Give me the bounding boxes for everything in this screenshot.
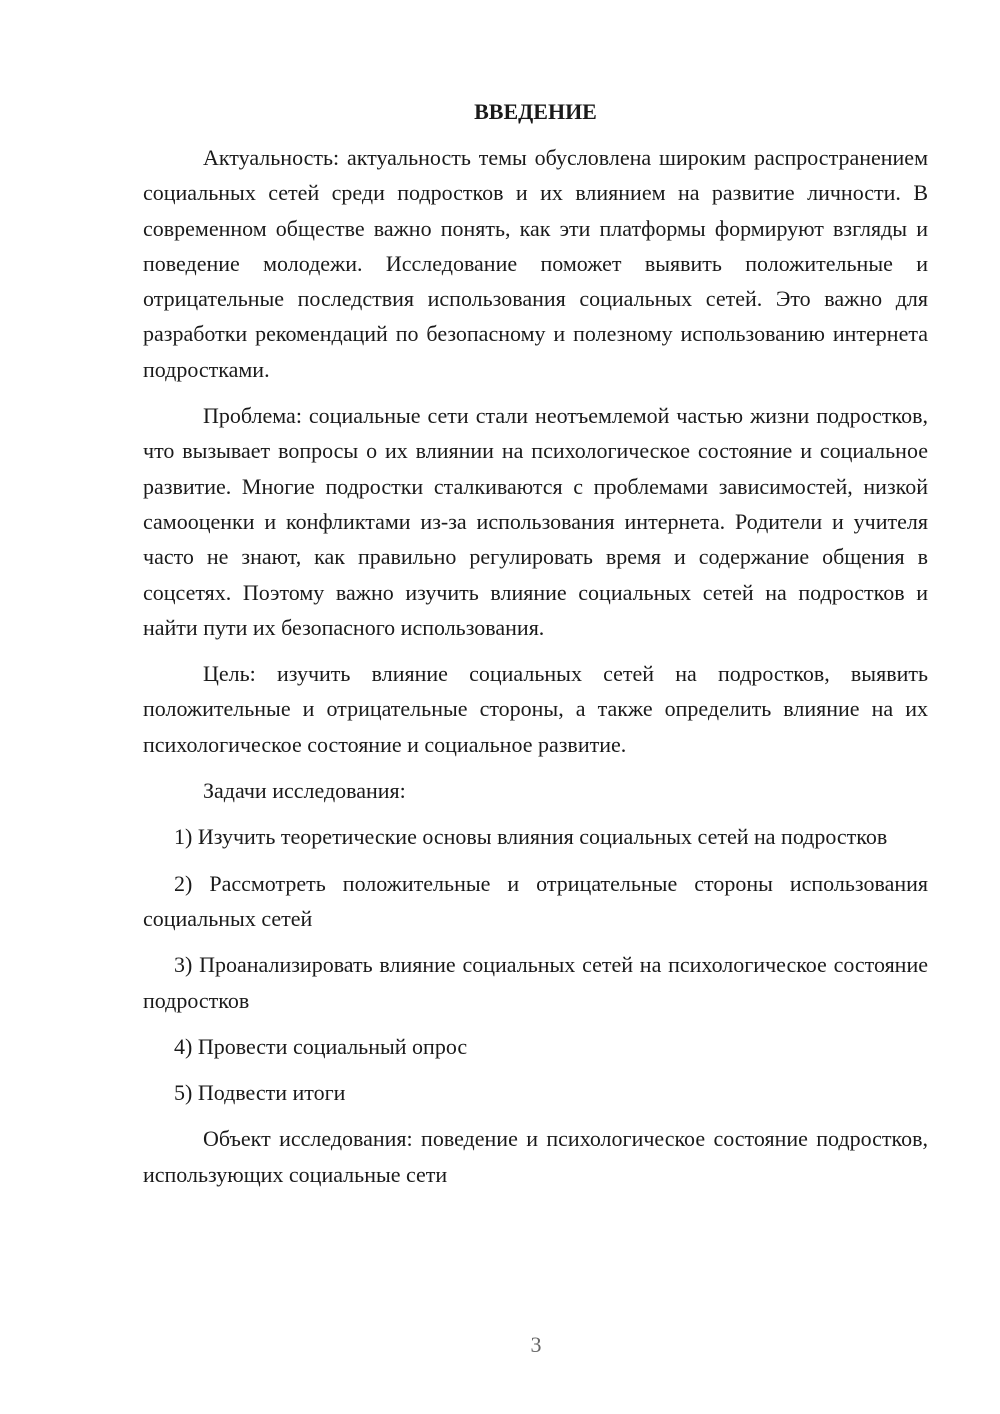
goal-paragraph: Цель: изучить влияние социальных сетей на подростков, выявить положительные и отрицательные стороны, а также определить влияние на их психологическое состояние и социальное развитие. [143, 661, 928, 757]
task-item-4: 4) Провести социальный опрос [174, 1033, 468, 1059]
task-item-1: 1) Изучить теоретические основы влияния социальных сетей на подростков [174, 824, 888, 850]
page-content [143, 94, 928, 1203]
task-item-5: 5) Подвести итоги [174, 1080, 346, 1106]
relevance-paragraph: Актуальность: актуальность темы обусловлена широким распространением социальных сетей среди подростков и их влиянием на развитие личности. В современном обществе важно понять, как эти платформы формируют взгляды и поведение молодежи. Исследование поможет выявить положительные и отрицательные последствия использования социальных сетей. Это важно для разработки рекомендаций по безопасному и полезному использованию интернета подростками. [143, 145, 928, 382]
section-title: ВВЕДЕНИЕ [474, 99, 597, 124]
tasks-heading: Задачи исследования: [203, 778, 406, 804]
problem-paragraph: Проблема: социальные сети стали неотъемлемой частью жизни подростков, что вызывает вопросы о их влиянии на психологическое состояние и социальное развитие. Многие подростки сталкиваются с проблемами зависимостей, низкой самооценки и конфликтами из-за использования интернета. Родители и учителя часто не знают, как правильно регулировать время и содержание общения в соцсетях. Поэтому важно изучить влияние социальных сетей на подростков и найти пути их безопасного использования. [143, 403, 928, 640]
object-paragraph: Объект исследования: поведение и психологическое состояние подростков, использующих социальные сети [143, 1126, 928, 1187]
task-item-3: 3) Проанализировать влияние социальных сетей на психологическое состояние подростков [143, 952, 928, 1013]
page-number: 3 [530, 1332, 542, 1357]
task-item-2: 2) Рассмотреть положительные и отрицательные стороны использования социальных сетей [143, 870, 928, 931]
